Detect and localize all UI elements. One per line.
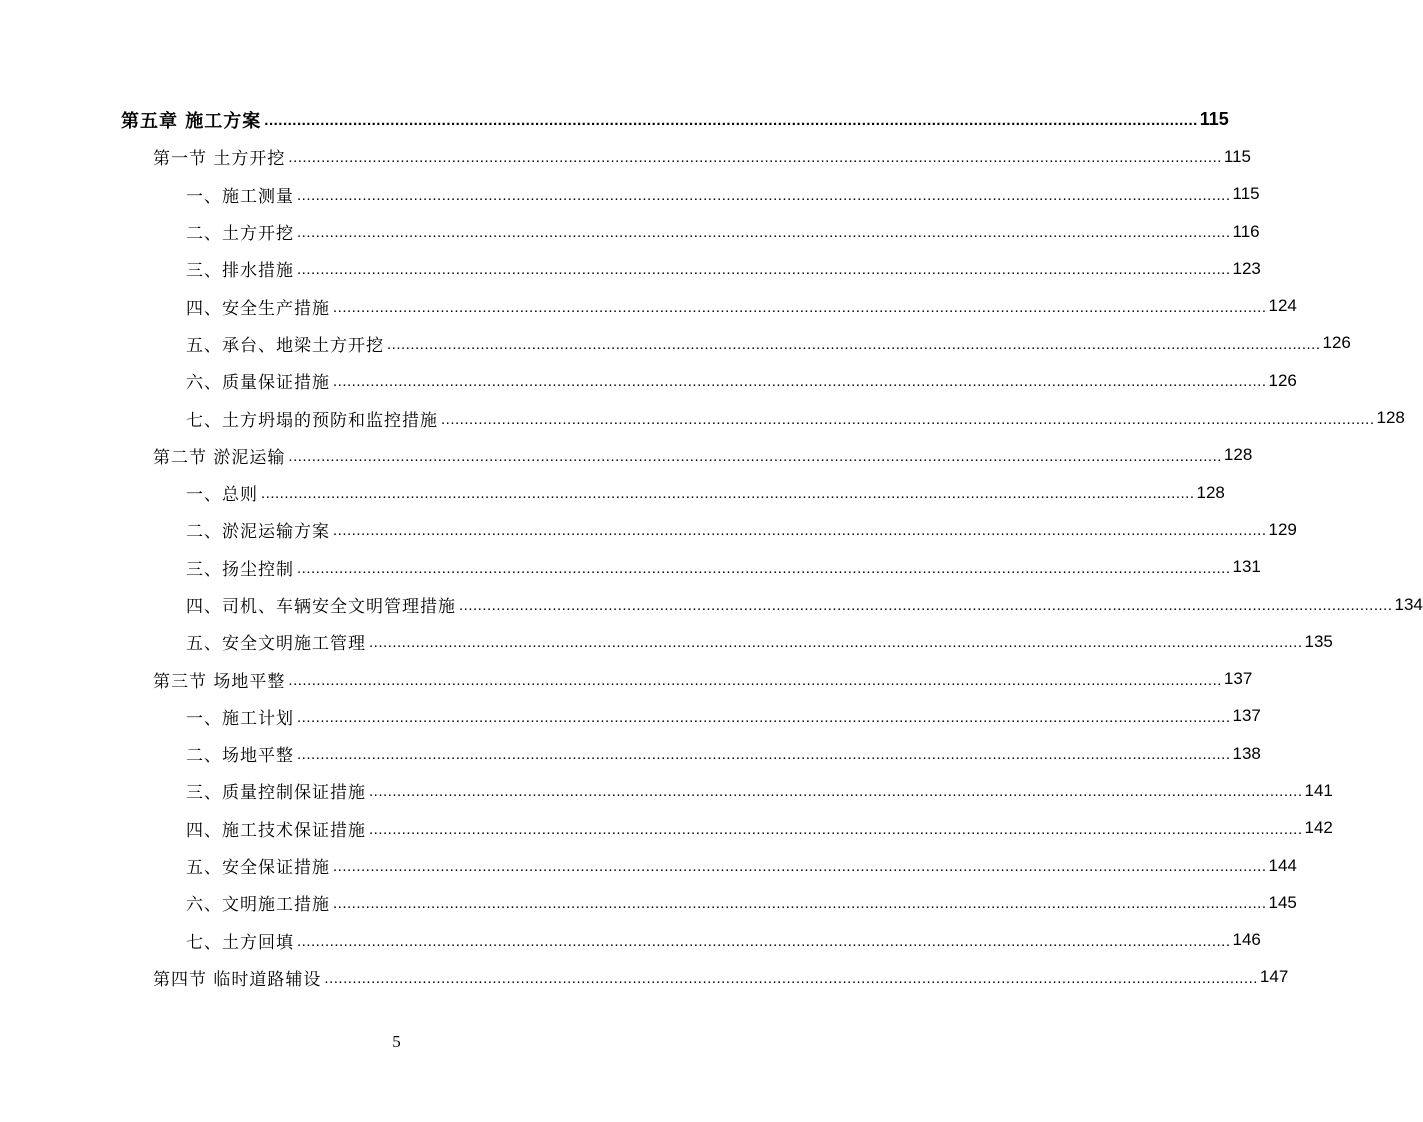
toc-dot-leader: ........................................................................................................................................................................................................ (297, 261, 1231, 279)
toc-entry-item[interactable] (0, 474, 1225, 511)
toc-dot-leader: ........................................................................................................................................................................................................ (297, 224, 1231, 242)
toc-dot-leader: ........................................................................................................................................................................................................ (333, 895, 1267, 913)
toc-entry-item[interactable] (0, 325, 1351, 362)
toc-entry-page: 123 (1232, 258, 1261, 278)
toc-entry-title: 五、安全文明施工管理 (186, 634, 366, 655)
toc-entry-item[interactable] (0, 213, 1260, 250)
toc-entry-title: 七、土方坍塌的预防和监控措施 (186, 410, 438, 431)
toc-dot-leader: ........................................................................................................................................................................................................ (297, 746, 1231, 764)
toc-entry-title: 五、安全保证措施 (186, 858, 330, 879)
toc-entry-item[interactable] (0, 772, 1333, 809)
toc-dot-leader: ........................................................................................................................................................................................................ (324, 969, 1258, 987)
toc-entry-item[interactable] (0, 698, 1261, 735)
toc-entry-title: 三、质量控制保证措施 (186, 783, 366, 804)
toc-dot-leader: ........................................................................................................................................................................................................ (297, 559, 1231, 577)
toc-entry-page: 141 (1304, 780, 1333, 800)
toc-entry-item[interactable] (0, 884, 1297, 921)
toc-entry-item[interactable] (0, 549, 1261, 586)
toc-dot-leader: ........................................................................................................................................................................................................ (288, 671, 1222, 689)
toc-entry-title: 四、施工技术保证措施 (186, 820, 366, 841)
toc-entry-item[interactable] (0, 623, 1333, 660)
toc-dot-leader: ........................................................................................................................................................................................................ (369, 820, 1303, 838)
toc-entry-item[interactable] (0, 810, 1333, 847)
toc-entry-title: 第一节 土方开挖 (153, 149, 286, 170)
toc-entry-page: 144 (1268, 855, 1297, 875)
toc-entry-page: 115 (1223, 146, 1252, 166)
toc-entry-item[interactable] (0, 399, 1405, 436)
toc-dot-leader: ........................................................................................................................................................................................................ (441, 410, 1375, 428)
table-of-contents (0, 101, 1423, 996)
toc-entry-item[interactable] (0, 586, 1423, 623)
toc-dot-leader: ........................................................................................................................................................................................................ (297, 186, 1231, 204)
toc-entry-title: 第三节 场地平整 (153, 671, 286, 692)
toc-entry-page: 124 (1268, 296, 1297, 316)
toc-dot-leader: ........................................................................................................................................................................................................ (297, 708, 1231, 726)
toc-entry-page: 134 (1394, 594, 1423, 614)
toc-entry-page: 116 (1232, 221, 1260, 241)
toc-entry-title: 四、安全生产措施 (186, 298, 330, 319)
toc-entry-title: 第四节 临时道路辅设 (153, 969, 322, 990)
toc-entry-title: 第二节 淤泥运输 (153, 447, 286, 468)
toc-entry-title: 一、施工计划 (186, 708, 294, 729)
toc-entry-page: 142 (1304, 818, 1333, 838)
toc-entry-item[interactable] (0, 176, 1260, 213)
toc-dot-leader: ........................................................................................................................................................................................................ (333, 522, 1267, 540)
toc-dot-leader: ........................................................................................................................................................................................................ (369, 634, 1303, 652)
toc-dot-leader: ........................................................................................................................................................................................................ (459, 597, 1393, 614)
toc-entry-page: 135 (1304, 631, 1333, 651)
toc-dot-leader: ........................................................................................................................................................................................................ (297, 932, 1231, 950)
toc-entry-chapter[interactable] (0, 101, 1229, 138)
toc-entry-title: 二、土方开挖 (186, 224, 294, 245)
toc-dot-leader: ........................................................................................................................................................................................................ (369, 783, 1303, 801)
toc-entry-page: 147 (1259, 967, 1289, 987)
toc-entry-page: 115 (1199, 109, 1229, 130)
toc-entry-title: 二、淤泥运输方案 (186, 522, 330, 543)
toc-entry-page: 145 (1268, 892, 1297, 912)
toc-entry-title: 一、施工测量 (186, 186, 294, 207)
toc-entry-title: 六、文明施工措施 (186, 895, 330, 916)
toc-entry-page: 131 (1232, 557, 1261, 577)
toc-entry-section[interactable] (0, 437, 1253, 474)
toc-entry-item[interactable] (0, 511, 1297, 548)
toc-dot-leader: ........................................................................................................................................................................................................ (288, 447, 1222, 465)
toc-entry-title: 二、场地平整 (186, 746, 294, 767)
toc-dot-leader: ........................................................................................................................................................................................................ (288, 149, 1222, 167)
toc-entry-title: 七、土方回填 (186, 932, 294, 953)
toc-dot-leader: ........................................................................................................................................................................................................ (261, 485, 1195, 503)
toc-entry-title: 第五章 施工方案 (121, 110, 262, 132)
toc-entry-page: 126 (1268, 370, 1297, 390)
toc-entry-page: 137 (1223, 669, 1253, 689)
toc-entry-page: 146 (1232, 930, 1261, 950)
toc-entry-page: 128 (1223, 445, 1253, 465)
toc-dot-leader: ........................................................................................................................................................................................................ (333, 373, 1267, 391)
toc-entry-item[interactable] (0, 922, 1261, 959)
toc-entry-title: 三、排水措施 (186, 261, 294, 282)
toc-entry-page: 137 (1232, 706, 1261, 726)
toc-entry-item[interactable] (0, 250, 1261, 287)
toc-entry-page: 128 (1196, 482, 1225, 502)
toc-entry-page: 115 (1232, 184, 1260, 204)
toc-entry-title: 四、司机、车辆安全文明管理措施 (186, 597, 456, 617)
toc-entry-page: 126 (1322, 333, 1351, 353)
toc-entry-title: 六、质量保证措施 (186, 373, 330, 394)
toc-entry-title: 三、扬尘控制 (186, 559, 294, 580)
toc-dot-leader: ........................................................................................................................................................................................................ (333, 858, 1267, 876)
toc-entry-page: 138 (1232, 743, 1261, 763)
toc-dot-leader: ........................................................................................................................................................................................................ (387, 335, 1321, 353)
toc-entry-title: 一、总则 (186, 485, 258, 506)
toc-entry-page: 129 (1268, 519, 1297, 539)
toc-entry-section[interactable] (0, 959, 1289, 996)
toc-entry-section[interactable] (0, 138, 1252, 175)
toc-entry-item[interactable] (0, 287, 1297, 324)
toc-entry-item[interactable] (0, 362, 1297, 399)
toc-entry-item[interactable] (0, 735, 1261, 772)
toc-dot-leader: ........................................................................................................................................................................................................ (264, 112, 1198, 130)
toc-entry-item[interactable] (0, 847, 1297, 884)
toc-dot-leader: ........................................................................................................................................................................................................ (333, 298, 1267, 316)
toc-entry-page: 128 (1376, 408, 1405, 428)
toc-entry-title: 五、承台、地梁土方开挖 (186, 335, 384, 356)
toc-entry-section[interactable] (0, 660, 1253, 697)
page-number: 5 (392, 1032, 401, 1051)
